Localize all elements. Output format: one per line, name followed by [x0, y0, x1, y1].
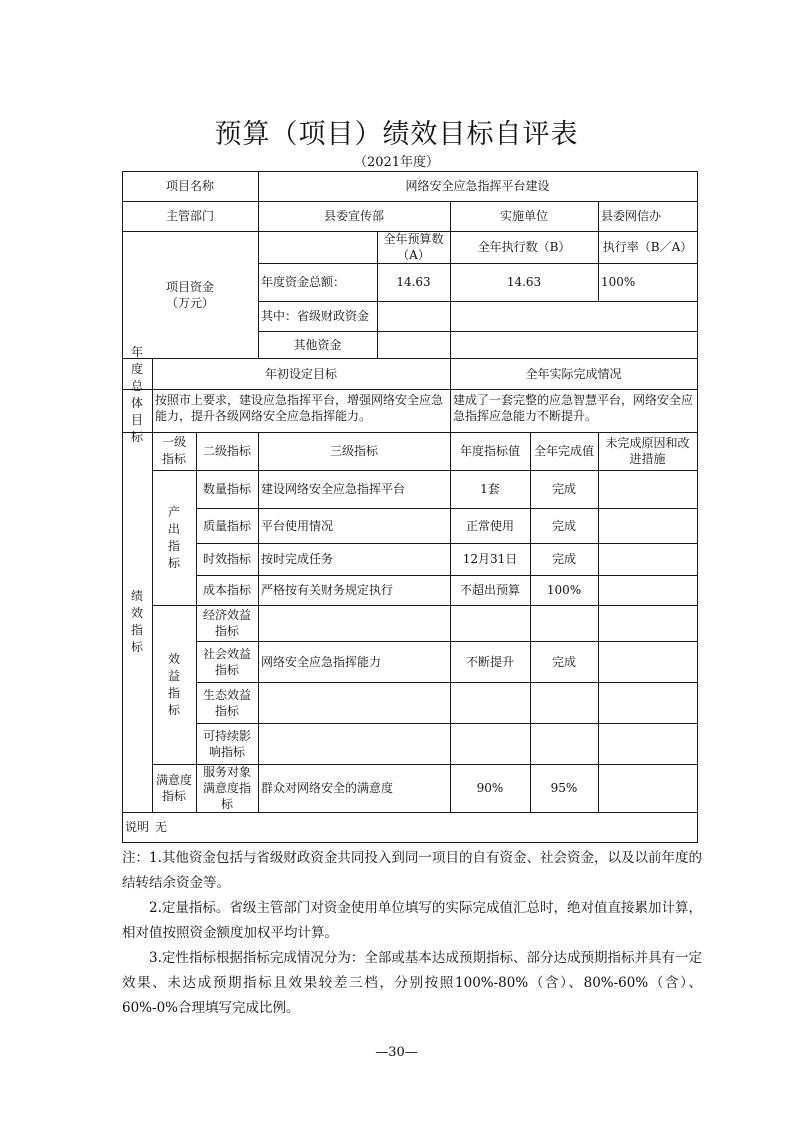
output-indicator-label-text: 产出指标: [167, 504, 180, 570]
indicator-row-reason: [598, 723, 697, 764]
indicator-row-done-text: 100%: [546, 583, 582, 597]
project-name-value-text: 网络安全应急指挥平台建设: [405, 179, 550, 193]
header-level2: [196, 432, 258, 470]
indicator-row-l3-text: 网络安全应急指挥能力: [261, 654, 382, 669]
funds-total-rate: [598, 263, 697, 301]
indicator-row-done: [530, 508, 598, 543]
impl-unit-value: [598, 201, 697, 231]
indicator-row-done: [530, 470, 598, 508]
funds-col-b-text: 全年执行数（B）: [477, 240, 571, 254]
header-level3: [258, 432, 450, 470]
goals-label: [122, 345, 152, 444]
indicators-label-text: 绩效指标: [130, 589, 143, 654]
satisfaction-indicator-label-text: 满意度指标: [155, 773, 192, 803]
indicator-row-annual-text: 不超出预算: [459, 583, 520, 597]
header-level1: [152, 432, 196, 470]
project-name-label-text: 项目名称: [165, 179, 214, 193]
indicator-row-l3-text: 按时完成任务: [261, 552, 334, 566]
indicator-row-done-text: 完成: [551, 654, 576, 669]
indicator-row-annual: [450, 641, 530, 682]
remark-value-text: 无: [155, 820, 168, 834]
goals-actual-header: [450, 358, 697, 389]
funds-total-a: [377, 263, 450, 301]
goals-initial-text: [152, 389, 450, 432]
indicator-row-l2-text: 成本指标: [202, 583, 251, 597]
funds-total-a-text: 14.63: [396, 275, 431, 289]
indicator-row-annual: [450, 682, 530, 723]
funds-col-rate: [598, 231, 697, 263]
funds-total-b: [450, 263, 598, 301]
header-annual: [450, 432, 530, 470]
goals-actual-text: [450, 389, 697, 432]
indicator-row-done-text: 完成: [551, 518, 576, 533]
indicator-row-l2: [196, 575, 258, 605]
dept-label: [122, 201, 258, 231]
indicator-row-annual-text: 12月31日: [462, 552, 518, 566]
note-2: 2.定量指标。省级主管部门对资金使用单位填写的实际完成值汇总时，绝对值直接累加计算，相对值按照资金额度加权平均计算。: [122, 900, 702, 941]
indicator-row-l2-text: 生态效益指标: [202, 687, 251, 718]
project-name-label: [122, 171, 258, 201]
indicator-row-annual: [450, 605, 530, 641]
funds-col-b: [450, 231, 598, 263]
indicator-row-done: [530, 575, 598, 605]
indicator-row-done: [530, 723, 598, 764]
impl-unit-value-text: 县委网信办: [601, 209, 662, 223]
page-number: —30—: [375, 1045, 418, 1060]
impl-unit-label-text: 实施单位: [499, 209, 548, 223]
indicator-row-l3: [258, 508, 450, 543]
indicator-row-annual: [450, 575, 530, 605]
indicator-row-l2: [196, 605, 258, 641]
indicator-row-l2: [196, 764, 258, 812]
indicator-row-annual-text: 1套: [480, 482, 500, 496]
funds-other-label-text: 其他资金: [293, 337, 342, 352]
indicator-row-reason: [598, 470, 697, 508]
indicator-row-l2: [196, 723, 258, 764]
indicator-row-annual: [450, 470, 530, 508]
indicator-row-done: [530, 764, 598, 812]
funds-col-a-text: 全年预算数 （A）: [383, 232, 444, 262]
remark-label-text: 说明: [124, 820, 149, 834]
dept-value-text: 县委宣传部: [323, 209, 384, 223]
impl-unit-label: [450, 201, 598, 231]
indicator-row-l3: [258, 575, 450, 605]
indicator-row-reason: [598, 543, 697, 575]
indicator-row-l2: [196, 508, 258, 543]
indicator-row-l3: [258, 605, 450, 641]
indicator-row-done-text: 95%: [550, 781, 578, 795]
indicator-row-reason: [598, 575, 697, 605]
goals-actual-header-text: 全年实际完成情况: [525, 366, 622, 381]
indicator-row-l2-text: 质量指标: [202, 518, 251, 533]
indicator-row-done-text: 完成: [551, 552, 576, 566]
header-level3-text: 三级指标: [329, 444, 378, 458]
project-name-value: [258, 171, 697, 201]
indicator-row-done: [530, 605, 598, 641]
indicator-row-annual: [450, 723, 530, 764]
output-indicator-label: [152, 470, 196, 605]
remark-label: [122, 812, 152, 842]
funds-label: [122, 231, 258, 358]
indicator-row-annual: [450, 508, 530, 543]
header-reason-text: 未完成原因和改进措施: [605, 436, 690, 466]
indicator-row-done: [530, 641, 598, 682]
indicator-row-l3: [258, 764, 450, 812]
indicator-row-l2: [196, 641, 258, 682]
indicator-row-l2-text: 社会效益指标: [202, 646, 251, 677]
dept-label-text: 主管部门: [165, 209, 214, 223]
indicator-row-l3: [258, 470, 450, 508]
page-title: 预算（项目）绩效目标自评表: [214, 119, 579, 150]
note-1: 注：1.其他资金包括与省级财政资金共同投入到同一项目的自有资金、社会资金，以及以前年度的结转结余资金等。: [122, 850, 702, 891]
indicator-row-l3-text: 建设网络安全应急指挥平台: [261, 482, 406, 496]
indicator-row-l2: [196, 682, 258, 723]
indicator-row-l3: [258, 543, 450, 575]
funds-total-rate-text: 100%: [601, 275, 636, 289]
goals-initial-text-text: 按照市上要求，建设应急指挥平台，增强网络安全应急能力，提升各级网络安全应急指挥能力。: [155, 393, 444, 423]
remark-value: [152, 812, 697, 842]
header-level1-text: 一级指标: [161, 435, 186, 466]
indicator-row-l2: [196, 543, 258, 575]
indicator-row-annual-text: 90%: [476, 781, 504, 795]
indicator-row-l2-text: 可持续影响指标: [202, 728, 251, 759]
indicator-row-l3-text: 群众对网络安全的满意度: [261, 781, 394, 795]
dept-value: [258, 201, 450, 231]
indicator-row-l2-text: 数量指标: [202, 482, 251, 496]
indicator-row-l3: [258, 723, 450, 764]
goals-actual-text-text: 建成了一套完整的应急智慧平台，网络安全应急指挥应急能力不断提升。: [453, 393, 694, 423]
header-done-text: 全年完成值: [533, 444, 594, 458]
benefit-indicator-label: [152, 605, 196, 764]
indicator-row-done-text: 完成: [551, 482, 576, 496]
indicator-row-l3: [258, 682, 450, 723]
indicator-row-l3-text: 平台使用情况: [261, 518, 334, 533]
indicator-row-done: [530, 682, 598, 723]
indicator-row-l2-text: 服务对象满意度指标: [202, 765, 251, 811]
funds-col-rate-text: 执行率（B／A）: [602, 240, 693, 254]
indicator-row-l3: [258, 641, 450, 682]
indicator-row-l2: [196, 470, 258, 508]
indicator-row-annual-text: 不断提升: [465, 654, 514, 669]
table-rule: [697, 171, 698, 843]
funds-label-text: 项目资金 （万元）: [165, 279, 214, 310]
indicator-row-annual: [450, 543, 530, 575]
indicator-row-l2-text: 经济效益指标: [202, 608, 251, 638]
funds-other-label: [258, 331, 377, 358]
table-rule: [122, 842, 698, 843]
indicator-row-reason: [598, 764, 697, 812]
indicator-row-reason: [598, 641, 697, 682]
goals-initial-header-text: 年初设定目标: [264, 366, 337, 381]
note-3: 3.定性指标根据指标完成情况分为：全部或基本达成预期指标、部分达成预期指标并具有一定效果、未达成预期指标且效果较差三档，分别按照100%-80%（含）、80%-60%（含）、60%-0%合理填写完成比例。: [122, 950, 702, 1016]
goals-initial-header: [152, 358, 450, 389]
funds-total-label-text: 年度资金总额：: [261, 275, 346, 289]
funds-total-b-text: 14.63: [506, 275, 542, 289]
indicator-row-annual-text: 正常使用: [465, 518, 514, 533]
header-done: [530, 432, 598, 470]
fiscal-year: （2021年度）: [353, 155, 440, 170]
indicator-row-l2-text: 时效指标: [202, 552, 251, 566]
indicator-row-annual: [450, 764, 530, 812]
indicator-row-reason: [598, 605, 697, 641]
indicator-row-reason: [598, 682, 697, 723]
funds-col-a: [377, 231, 450, 263]
header-reason: [598, 432, 697, 470]
header-level2-text: 二级指标: [202, 444, 251, 458]
indicator-row-done: [530, 543, 598, 575]
indicator-row-l3-text: 严格按有关财务规定执行: [261, 583, 394, 597]
funds-provincial-label: [258, 301, 377, 331]
benefit-indicator-label-text: 效益指标: [167, 651, 180, 717]
funds-provincial-label-text: 其中：省级财政资金: [261, 309, 370, 323]
funds-total-label: [258, 263, 377, 301]
header-annual-text: 年度指标值: [459, 444, 520, 458]
indicators-label: [122, 432, 152, 812]
satisfaction-indicator-label: [152, 764, 196, 812]
indicator-row-reason: [598, 508, 697, 543]
goals-label-text: 年度总体目标: [130, 345, 143, 444]
